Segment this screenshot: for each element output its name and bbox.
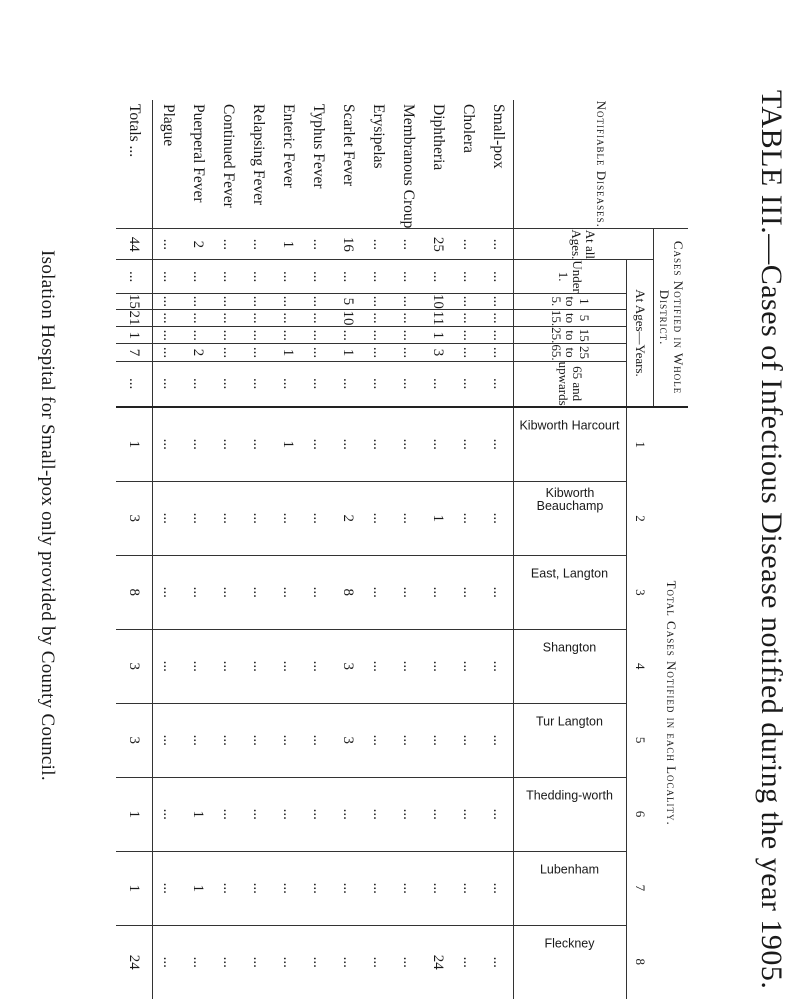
table-row [453,100,483,999]
count-cell: ... [453,777,483,851]
disease-name: Cholera [460,104,477,154]
count-cell: ... [213,777,243,851]
count-cell: ... [153,703,184,777]
count-cell: ... [453,629,483,703]
count-cell: ... [243,293,273,309]
count-cell: ... [183,309,213,326]
count-cell: ... [393,293,423,309]
count-cell: 2 [333,481,363,555]
table-row [153,100,184,999]
locality-header-cell: East, Langton [531,566,609,581]
count-cell: ... [183,407,213,482]
count-cell: ... [183,260,213,294]
count-cell: ... [393,555,423,629]
count-cell: ... [423,703,453,777]
count-cell: ... [273,925,303,999]
count-cell: ... [153,481,184,555]
count-cell: ... [303,327,333,344]
count-cell: ... [453,327,483,344]
count-cell: 3 [333,703,363,777]
diseases-header: Notifiable Diseases. [514,100,689,229]
locality-header-cell: Fleckney [544,936,596,951]
count-cell: ... [423,555,453,629]
count-cell: ... [213,407,243,482]
count-cell: ... [333,851,363,925]
count-cell: ... [273,327,303,344]
count-cell: ... [483,629,514,703]
count-cell: ... [333,407,363,482]
disease-name: Totals ... [116,100,153,229]
count-cell: ... [363,925,393,999]
count-cell: ... [423,851,453,925]
count-cell: 8 [333,555,363,629]
locality-number: 1 [633,441,649,448]
locality-number: 5 [633,736,649,744]
table-row [303,100,333,999]
count-cell: 21 [116,309,153,326]
count-cell: 3 [116,629,153,703]
totals-row [116,100,153,999]
count-cell: ... [333,260,363,294]
disease-name: Diphtheria [430,104,447,171]
table-row [213,100,243,999]
count-cell: ... [213,309,243,326]
table-row [483,100,514,999]
at-ages-header: At Ages—Years. [627,260,654,407]
count-cell: ... [243,309,273,326]
count-cell: 1 [423,327,453,344]
count-cell: 1 [423,481,453,555]
locality-number: 2 [633,515,649,522]
count-cell: ... [153,925,184,999]
count-cell: ... [213,925,243,999]
count-cell: ... [243,555,273,629]
count-cell: ... [243,344,273,361]
count-cell: ... [273,361,303,407]
disease-name: Continued Fever [220,104,237,208]
count-cell: ... [483,260,514,294]
age-group-header: 15 to 25. [514,327,627,344]
count-cell: ... [393,851,423,925]
disease-name: Small-pox [490,104,507,169]
count-cell: 1 [273,407,303,482]
count-cell: ... [273,703,303,777]
count-cell: ... [453,703,483,777]
count-cell: ... [333,361,363,407]
count-cell: ... [243,260,273,294]
count-cell: ... [363,293,393,309]
count-cell: ... [363,407,393,482]
count-cell: ... [303,851,333,925]
count-cell: 1 [116,327,153,344]
count-cell: ... [483,407,514,482]
count-cell: ... [183,293,213,309]
count-cell: 1 [183,851,213,925]
locality-number: 3 [633,589,649,596]
count-cell: ... [273,293,303,309]
count-cell: ... [303,260,333,294]
count-cell: ... [273,260,303,294]
count-cell: ... [303,629,333,703]
count-cell: ... [153,407,184,482]
table-row [363,100,393,999]
count-cell: ... [153,777,184,851]
count-cell: ... [273,777,303,851]
footnote: Isolation Hospital for Small-pox only provided by County Council. [37,250,58,781]
locality-number: 6 [633,810,649,818]
count-cell: ... [183,481,213,555]
count-cell: 1 [183,777,213,851]
count-cell: ... [303,309,333,326]
count-cell: ... [303,703,333,777]
disease-name: Relapsing Fever [250,104,267,206]
count-cell: ... [303,229,333,260]
count-cell: ... [483,703,514,777]
count-cell: 7 [116,344,153,361]
count-cell: ... [453,260,483,294]
count-cell: 25 [423,229,453,260]
table-row [273,100,303,999]
table-row [243,100,273,999]
count-cell: ... [423,407,453,482]
disease-name: Enteric Fever [280,104,297,188]
count-cell: ... [213,703,243,777]
count-cell: ... [393,260,423,294]
whole-district-header: Cases Notified in Whole District. [654,229,689,407]
count-cell: ... [483,293,514,309]
count-cell: ... [243,229,273,260]
count-cell: ... [393,229,423,260]
count-cell: 3 [116,481,153,555]
count-cell: ... [183,703,213,777]
count-cell: ... [153,293,184,309]
count-cell: ... [393,777,423,851]
locality-numbers-header [627,407,654,999]
count-cell: ... [116,361,153,407]
count-cell: ... [423,361,453,407]
count-cell: ... [483,481,514,555]
count-cell: ... [453,851,483,925]
count-cell: 10 [423,293,453,309]
disease-name: Puerperal Fever [190,104,207,203]
count-cell: 24 [423,925,453,999]
locality-header-cell: Shangton [543,640,597,655]
count-cell: ... [363,481,393,555]
count-cell: ... [303,555,333,629]
age-group-header: 5 to 15. [514,309,627,326]
count-cell: ... [153,851,184,925]
locality-header-cell: Tur Langton [536,714,604,729]
count-cell: ... [153,361,184,407]
count-cell: ... [303,407,333,482]
count-cell: ... [333,925,363,999]
count-cell: ... [423,777,453,851]
count-cell: 44 [116,229,153,260]
count-cell: 5 [333,293,363,309]
count-cell: ... [393,309,423,326]
count-cell: ... [183,629,213,703]
locality-number: 4 [633,663,649,670]
count-cell: ... [243,481,273,555]
age-group-header: 65 and upwards [514,361,627,407]
all-ages-header: At all Ages. [514,229,654,260]
count-cell: ... [273,629,303,703]
count-cell: ... [213,260,243,294]
count-cell: ... [273,481,303,555]
count-cell: 24 [116,925,153,999]
count-cell: ... [153,327,184,344]
count-cell: 2 [183,229,213,260]
count-cell: ... [483,309,514,326]
count-cell: ... [483,229,514,260]
count-cell: ... [183,361,213,407]
count-cell: ... [453,344,483,361]
count-cell: ... [153,629,184,703]
count-cell: ... [303,344,333,361]
locality-header-cell: Lubenham [540,862,600,877]
count-cell: ... [393,407,423,482]
count-cell: ... [363,361,393,407]
count-cell: ... [483,555,514,629]
count-cell: ... [243,629,273,703]
age-group-header: 25 to 65. [514,344,627,361]
count-cell: ... [333,777,363,851]
count-cell: 1 [333,344,363,361]
count-cell: ... [243,407,273,482]
locality-header-cell: Kibworth Harcourt [519,418,621,433]
count-cell: ... [213,851,243,925]
count-cell: ... [243,327,273,344]
count-cell: ... [153,309,184,326]
count-cell: ... [213,555,243,629]
count-cell: ... [453,361,483,407]
disease-name: Plague [160,104,177,147]
count-cell: ... [423,629,453,703]
locality-number: 7 [633,884,649,892]
count-cell: ... [213,327,243,344]
count-cell: ... [183,327,213,344]
age-group-header: Under 1. [514,260,627,294]
infectious-disease-table [116,100,688,999]
count-cell: ... [153,344,184,361]
disease-name: Membranous Croup [400,104,417,229]
count-cell: ... [243,777,273,851]
count-cell: ... [423,260,453,294]
table-row [423,100,453,999]
count-cell: ... [453,481,483,555]
count-cell: ... [393,481,423,555]
table-row [393,100,423,999]
table-row [333,100,363,999]
count-cell: 10 [333,309,363,326]
count-cell: ... [363,309,393,326]
page-title: TABLE III.—Cases of Infectious Disease notified during the year 1905. [755,90,788,990]
count-cell: ... [303,481,333,555]
count-cell: ... [363,703,393,777]
count-cell: ... [153,229,184,260]
count-cell: ... [483,361,514,407]
count-cell: ... [243,361,273,407]
count-cell: ... [303,293,333,309]
count-cell: ... [393,361,423,407]
locality-header-cell: Kibworth Beauchamp [536,485,604,513]
count-cell: ... [303,777,333,851]
count-cell: 1 [273,229,303,260]
disease-name: Typhus Fever [310,104,327,189]
count-cell: ... [213,361,243,407]
count-cell: ... [453,407,483,482]
count-cell: 1 [116,851,153,925]
count-cell: 1 [273,344,303,361]
count-cell: ... [393,925,423,999]
count-cell: ... [363,327,393,344]
count-cell: ... [453,293,483,309]
count-cell: ... [213,629,243,703]
count-cell: ... [183,925,213,999]
count-cell: ... [333,327,363,344]
locality-header-cell: Thedding-worth [526,788,614,803]
age-group-header: 1 to 5. [514,293,627,309]
count-cell: ... [393,327,423,344]
count-cell: ... [363,851,393,925]
count-cell: 3 [116,703,153,777]
count-cell: 1 [116,777,153,851]
count-cell: ... [273,555,303,629]
count-cell: 3 [333,629,363,703]
count-cell: ... [303,925,333,999]
count-cell: ... [453,229,483,260]
count-cell: ... [393,629,423,703]
table-row [183,100,213,999]
disease-name: Erysipelas [370,104,387,169]
count-cell: ... [153,555,184,629]
count-cell: ... [243,925,273,999]
count-cell: ... [116,260,153,294]
locality-header: Total Cases Notified in each Locality. [654,407,689,999]
count-cell: ... [213,293,243,309]
locality-number: 8 [633,958,649,965]
count-cell: ... [303,361,333,407]
count-cell: 2 [183,344,213,361]
count-cell: ... [243,851,273,925]
count-cell: ... [483,925,514,999]
count-cell: ... [153,260,184,294]
count-cell: ... [273,851,303,925]
count-cell: ... [363,555,393,629]
count-cell: ... [363,229,393,260]
count-cell: 16 [333,229,363,260]
count-cell: 11 [423,309,453,326]
count-cell: ... [483,851,514,925]
disease-name: Scarlet Fever [340,104,357,187]
count-cell: ... [453,309,483,326]
count-cell: ... [393,703,423,777]
count-cell: ... [483,777,514,851]
count-cell: 3 [423,344,453,361]
count-cell: ... [363,777,393,851]
count-cell: ... [453,555,483,629]
count-cell: ... [453,925,483,999]
count-cell: ... [213,344,243,361]
count-cell: ... [483,344,514,361]
count-cell: ... [363,344,393,361]
count-cell: 1 [116,407,153,482]
count-cell: 8 [116,555,153,629]
count-cell: ... [363,629,393,703]
count-cell: ... [213,229,243,260]
count-cell: ... [393,344,423,361]
count-cell: ... [363,260,393,294]
count-cell: ... [273,309,303,326]
count-cell: ... [483,327,514,344]
count-cell: 15 [116,293,153,309]
count-cell: ... [183,555,213,629]
count-cell: ... [213,481,243,555]
count-cell: ... [243,703,273,777]
